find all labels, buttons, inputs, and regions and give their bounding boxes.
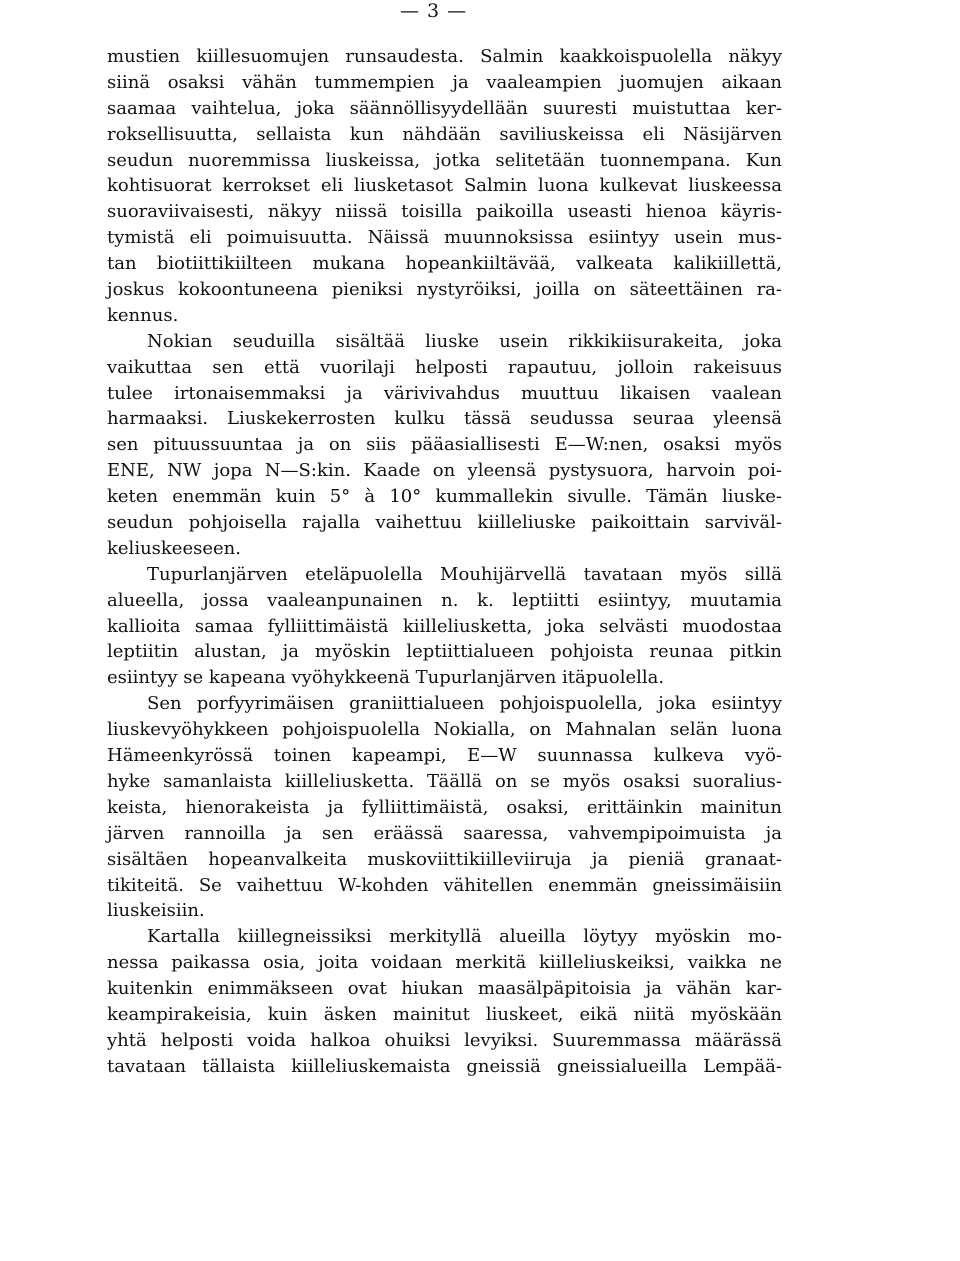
- text-line: Kartalla kiillegneissiksi merkityllä alueilla löytyy myöskin mo-: [147, 926, 782, 948]
- text-line: keliuskeeseen.: [107, 537, 241, 559]
- text-line: roksellisuutta, sellaista kun nähdään saviliuskeissa eli Näsijärven: [107, 123, 782, 145]
- body-text: [107, 44, 782, 1080]
- text-line: nessa paikassa osia, joita voidaan merkitä kiilleliuskeiksi, vaikka ne: [107, 952, 782, 974]
- text-line: harmaaksi. Liuskekerrosten kulku tässä seudussa seuraa yleensä: [107, 408, 782, 430]
- text-line: sen pituussuuntaa ja on siis pääasiallisesti E—W:nen, osaksi myös: [107, 434, 782, 456]
- text-line: tymistä eli poimuisuutta. Näissä muunnoksissa esiintyy usein mus-: [107, 227, 782, 249]
- text-line: esiintyy se kapeana vyöhykkeenä Tupurlanjärven itäpuolella.: [107, 667, 665, 689]
- text-line: ENE, NW jopa N—S:kin. Kaade on yleensä pystysuora, harvoin poi-: [107, 460, 782, 482]
- text-line: keampirakeisia, kuin äsken mainitut liuskeet, eikä niitä myöskään: [107, 1003, 782, 1025]
- text-line: liuskeisiin.: [107, 900, 205, 922]
- text-line: mustien kiillesuomujen runsaudesta. Salmin kaakkoispuolella näkyy: [107, 46, 782, 67]
- text-line: tavataan tällaista kiilleliuskemaista gneissiä gneissialueilla Lempää-: [107, 1055, 782, 1077]
- text-line: Nokian seuduilla sisältää liuske usein rikkikiisurakeita, joka: [147, 330, 782, 352]
- text-line: hyke samanlaista kiilleliusketta. Täällä on se myös osaksi suoralius-: [107, 770, 782, 792]
- text-line: leptiitin alustan, ja myöskin leptiittialueen pohjoista reunaa pitkin: [107, 641, 782, 663]
- text-line: joskus kokoontuneena pieniksi nystyröiksi, joilla on säteettäinen ra-: [107, 279, 782, 301]
- text-line: kuitenkin enimmäkseen ovat hiukan maasälpäpitoisia ja vähän kar-: [107, 978, 782, 1000]
- text-line: liuskevyöhykkeen pohjoispuolella Nokialla, on Mahnalan selän luona: [107, 719, 782, 741]
- text-line: seudun pohjoisella rajalla vaihettuu kiilleliuske paikoittain sarviväl-: [107, 512, 782, 534]
- text-line: tikiteitä. Se vaihettuu W-kohden vähitellen enemmän gneissimäisiin: [107, 874, 782, 896]
- text-line: kohtisuorat kerrokset eli liusketasot Salmin luona kulkevat liuskeessa: [107, 175, 782, 197]
- page-number: — 3 —: [400, 0, 468, 22]
- text-line: yhtä helposti voida halkoa ohuiksi levyiksi. Suuremmassa määrässä: [107, 1029, 782, 1051]
- text-line: siinä osaksi vähän tummempien ja vaaleampien juomujen aikaan: [107, 71, 782, 93]
- text-line: seudun nuoremmissa liuskeissa, jotka selitetään tuonnempana. Kun: [107, 149, 782, 171]
- text-line: tan biotiittikiilteen mukana hopeankiiltävää, valkeata kalikiillettä,: [107, 253, 782, 275]
- text-line: tulee irtonaisemmaksi ja värivivahdus muuttuu likaisen vaalean: [107, 382, 782, 404]
- text-line: keten enemmän kuin 5° à 10° kummallekin sivulle. Tämän liuske-: [107, 486, 782, 508]
- text-line: suoraviivaisesti, näkyy niissä toisilla paikoilla useasti hienoa käyris-: [107, 201, 782, 223]
- text-line: Sen porfyyrimäisen graniittialueen pohjoispuolella, joka esiintyy: [147, 693, 782, 715]
- text-line: keista, hienorakeista ja fylliittimäistä, osaksi, erittäinkin mainitun: [107, 796, 782, 818]
- text-line: vaikuttaa sen että vuorilaji helposti rapautuu, jolloin rakeisuus: [107, 356, 782, 378]
- text-line: alueella, jossa vaaleanpunainen n. k. leptiitti esiintyy, muutamia: [107, 589, 782, 611]
- text-line: Hämeenkyrössä toinen kapeampi, E—W suunnassa kulkeva vyö-: [107, 745, 782, 767]
- text-line: saamaa vaihtelua, joka säännöllisyydellään suuresti muistuttaa ker-: [107, 97, 782, 119]
- text-line: järven rannoilla ja sen eräässä saaressa, vahvempipoimuista ja: [107, 822, 782, 844]
- text-line: sisältäen hopeanvalkeita muskoviittikiilleviiruja ja pieniä granaat-: [107, 848, 782, 870]
- text-line: Tupurlanjärven eteläpuolella Mouhijärvellä tavataan myös sillä: [147, 563, 782, 585]
- text-line: kallioita samaa fylliittimäistä kiilleliusketta, joka selvästi muodostaa: [107, 615, 782, 637]
- text-line: kennus.: [107, 304, 179, 326]
